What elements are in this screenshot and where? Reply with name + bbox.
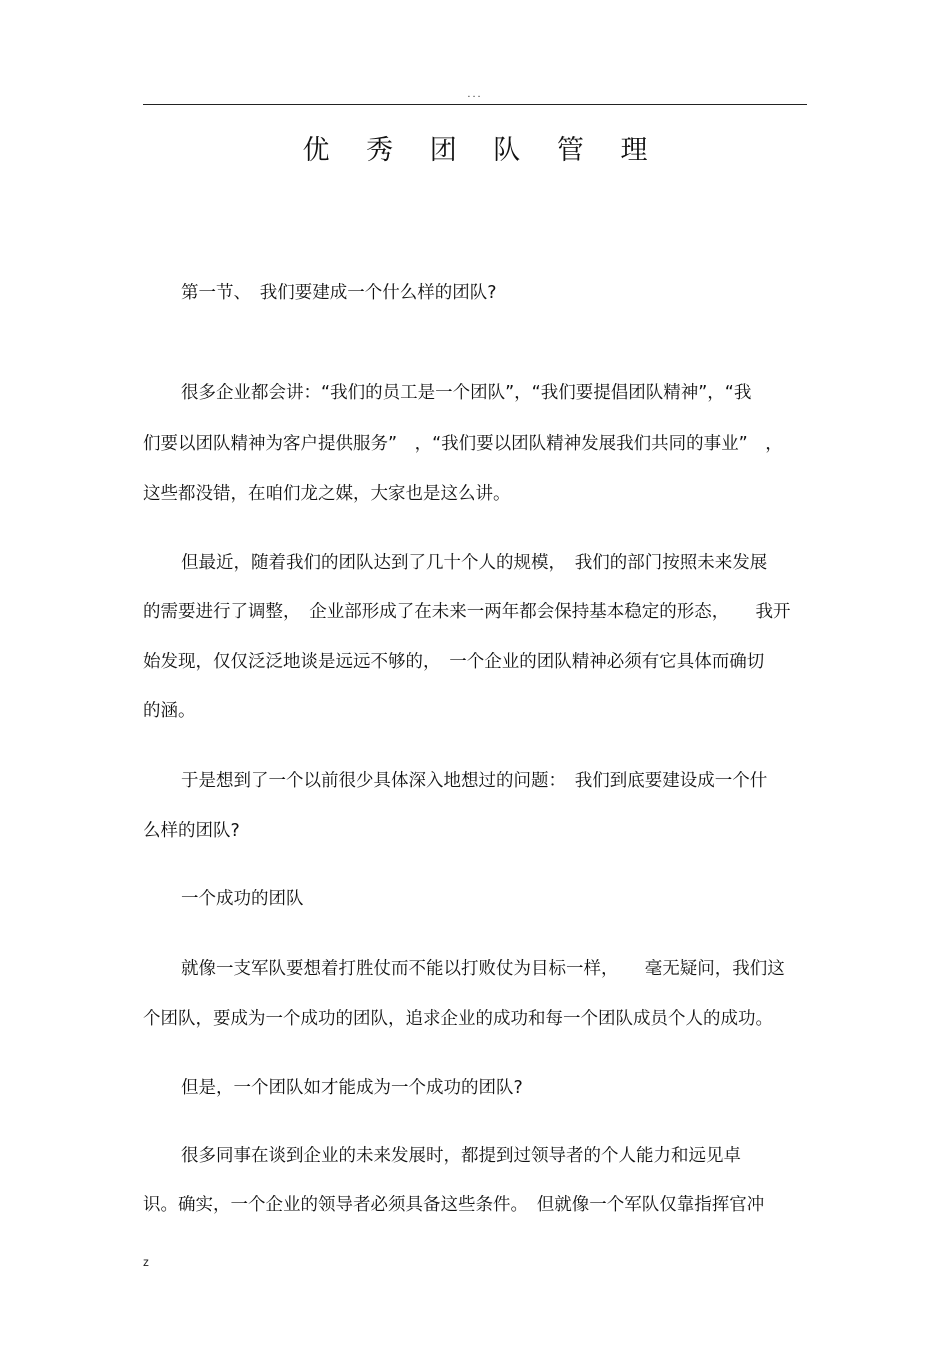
paragraph-line: 始发现，仅仅泛泛地谈是远远不够的， 一个企业的团队精神必须有它具体而确切 <box>143 652 765 672</box>
document-title: 优 秀 团 队 管 理 <box>302 135 662 166</box>
paragraph-line: 识。确实，一个企业的领导者必须具备这些条件。 但就像一个军队仅靠指挥官冲 <box>143 1195 765 1215</box>
paragraph-line: 但是，一个团队如才能成为一个成功的团队? <box>181 1078 523 1098</box>
header-dots: ... <box>467 88 483 100</box>
header-divider <box>143 104 807 105</box>
paragraph-line: 么样的团队? <box>143 821 240 841</box>
paragraph-line: 很多企业都会讲：“我们的员工是一个团队”，“我们要提倡团队精神”，“我 <box>181 383 752 403</box>
section-heading: 第一节、 我们要建成一个什么样的团队? <box>181 283 497 303</box>
footer-mark: z <box>143 1255 149 1269</box>
paragraph-line: 很多同事在谈到企业的未来发展时，都提到过领导者的个人能力和远见卓 <box>181 1146 741 1166</box>
subheading: 一个成功的团队 <box>181 889 304 909</box>
paragraph-line: 但最近，随着我们的团队达到了几十个人的规模， 我们的部门按照未来发展 <box>181 553 768 573</box>
paragraph-line: 们要以团队精神为客户提供服务” ，“我们要以团队精神发展我们共同的事业” ， <box>143 434 783 454</box>
paragraph-line: 这些都没错，在咱们龙之媒，大家也是这么讲。 <box>143 484 511 504</box>
paragraph-line: 个团队，要成为一个成功的团队，追求企业的成功和每一个团队成员个人的成功。 <box>143 1009 773 1029</box>
paragraph-line: 于是想到了一个以前很少具体深入地想过的问题： 我们到底要建设成一个什 <box>181 771 768 791</box>
paragraph-line: 的需要进行了调整， 企业部形成了在未来一两年都会保持基本稳定的形态， 我开 <box>143 602 791 622</box>
paragraph-line: 的涵。 <box>143 701 196 721</box>
paragraph-line: 就像一支军队要想着打胜仗而不能以打败仗为目标一样， 毫无疑问，我们这 <box>181 959 785 979</box>
